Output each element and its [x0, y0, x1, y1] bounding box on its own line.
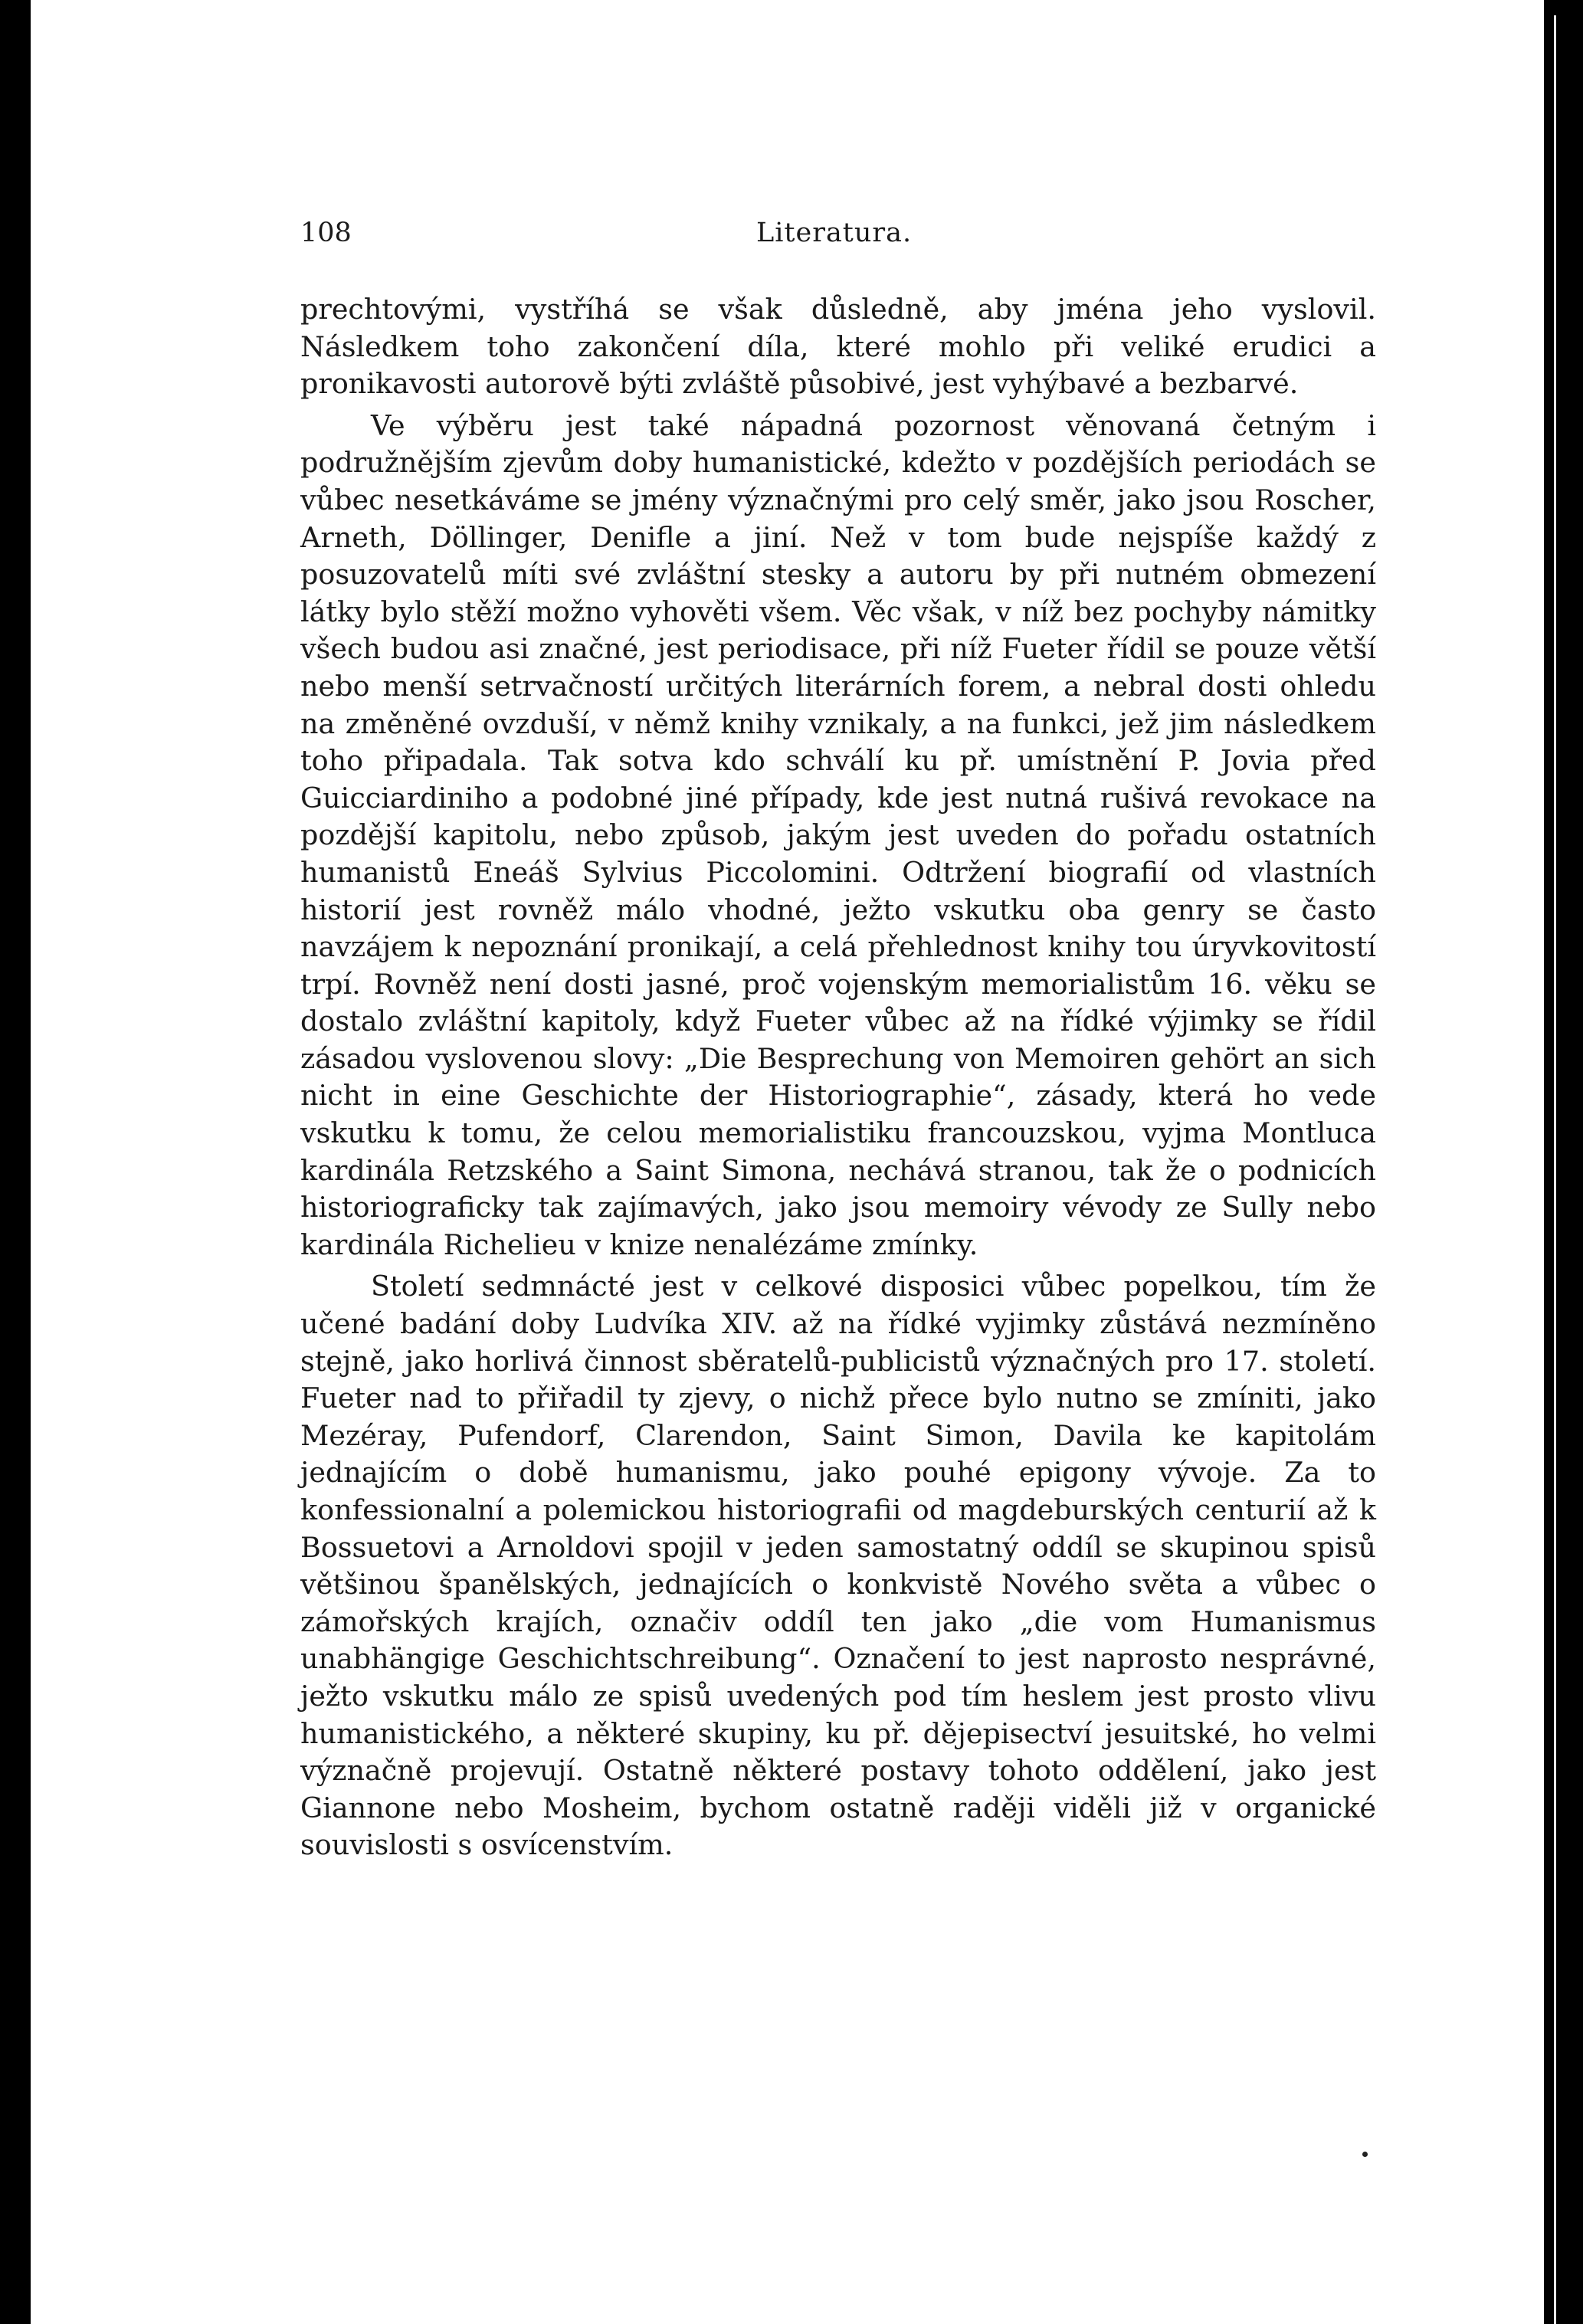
scan-edge-line	[1554, 15, 1556, 2324]
page-header	[300, 218, 1388, 264]
page-number: 108	[300, 218, 352, 248]
body-text	[300, 291, 1376, 1864]
scan-border-right	[1544, 0, 1583, 2324]
paragraph-1: prechtovými, vystříhá se však důsledně, aby jména jeho vyslovil. Následkem toho zakončení díla, které mohlo při veliké erudici a pronikavosti autorově býti zvláště působivé, jest vyhýbavé a bezbarvé.	[300, 293, 1376, 401]
ink-speck	[1362, 2152, 1368, 2157]
paragraph-2: Ve výběru jest také nápadná pozornost věnovaná četným i podružnějším zjevům doby humanistické, kdežto v pozdějších periodách se vůbec nesetkáváme se jmény význačnými pro celý směr, jako jsou Roscher, Arneth, Döllinger, Denifle a jiní. Než v tom bude nejspíše každý z posuzovatelů míti své zvláštní stesky a autoru by při nutném obmezení látky bylo stěží možno vyhověti všem. Věc však, v níž bez pochyby námitky všech budou asi značné, jest periodisace, při níž Fueter řídil se pouze větší nebo menší setrvačností určitých literárních forem, a nebral dosti ohledu na změněné ovzduší, v němž knihy vznikaly, a na funkci, jež jim následkem toho připadala. Tak sotva kdo schválí ku př. umístnění P. Jovia před Guicciardiniho a podobné jiné případy, kde jest nutná rušivá revokace na pozdější kapitolu, nebo způsob, jakým jest uveden do pořadu ostatních humanistů Eneáš Sylvius Piccolomini. Odtržení biografií od vlastních historií jest rovněž málo vhodné, ježto vskutku oba genry se často navzájem k nepoznání pronikají, a celá přehlednost knihy tou úryvkovitostí trpí. Rovněž není dosti jasné, proč vojenským memorialistům 16. věku se dostalo zvláštní kapitoly, když Fueter vůbec až na řídké výjimky se řídil zásadou vyslovenou slovy: „Die Besprechung von Memoiren gehört an sich nicht in eine Geschichte der Historiographie“, zásady, která ho vede vskutku k tomu, že celou memorialistiku francouzskou, vyjma Montluca kardinála Retzského a Saint Simona, nechává stranou, tak že o podnicích historiograficky tak zajímavých, jako jsou memoiry vévody ze Sully nebo kardinála Richelieu v knize nenalézáme zmínky.	[300, 408, 1376, 1261]
running-title: Literatura.	[756, 218, 913, 248]
paragraph-3: Století sedmnácté jest v celkové disposici vůbec popelkou, tím že učené badání doby Ludvíka XIV. až na řídké vyjimky zůstává nezmíněno stejně, jako horlivá činnost sběratelů-publicistů význačných pro 17. století. Fueter nad to přiřadil ty zjevy, o nichž přece bylo nutno se zmíniti, jako Mezéray, Pufendorf, Clarendon, Saint Simon, Davila ke kapitolám jednajícím o době humanismu, jako pouhé epigony vývoje. Za to konfessionalní a polemickou historiografii od magdeburských centurií až k Bossuetovi a Arnoldovi spojil v jeden samostatný oddíl se skupinou spisů většinou španělských, jednajících o konkvistě Nového světa a vůbec o zámořských krajích, označiv oddíl ten jako „die vom Humanismus unabhängige Geschichtschreibung“. Označení to jest naprosto nesprávné, ježto vskutku málo ze spisů uvedených pod tím heslem jest prosto vlivu humanistického, a některé skupiny, ku př. dějepisectví jesuitské, ho velmi význačně projevují. Ostatně některé postavy tohoto oddělení, jako jest Giannone nebo Mosheim, bychom ostatně raději viděli již v organické souvislosti s osvícenstvím.	[300, 1270, 1376, 1862]
